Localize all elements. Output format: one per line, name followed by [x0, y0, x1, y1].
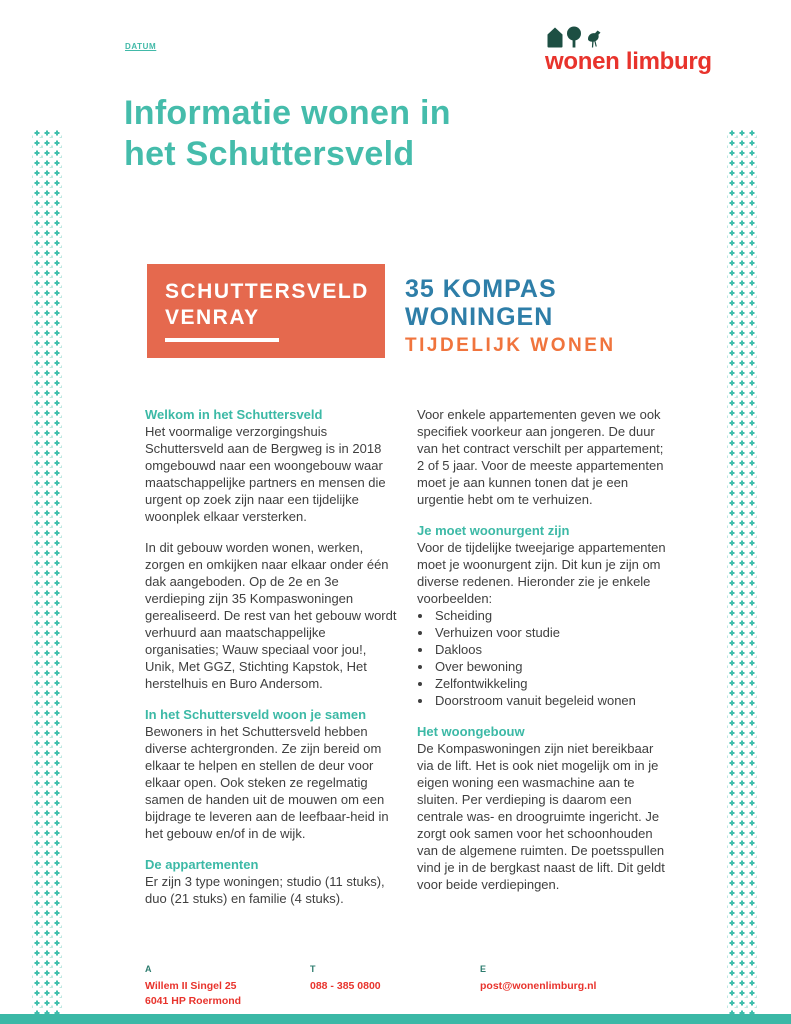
banner-right-text	[405, 264, 616, 358]
section-body: De Kompaswoningen zijn niet bereikbaar via de lift. Het is ook niet mogelijk om in je eigen woning een wasmachine aan te sluiten. Per verdieping is daarom een centrale was- en droogruimte ingericht. Je zorgt ook samen voor het schoonhouden van de algemene ruimten. De poetsspullen vind je in de bergkast naast de lift. Dit geldt voor beide verdiepingen.	[417, 741, 665, 892]
schuttersveld-venray-badge	[147, 264, 385, 358]
phone-label: T	[310, 964, 316, 974]
section-welkom	[145, 406, 399, 525]
page-title-line-1: Informatie wonen in	[124, 94, 451, 132]
section-gebouw-intro	[145, 539, 399, 692]
footer-email	[480, 964, 596, 994]
badge-text	[165, 279, 369, 331]
section-heading: Je moet woonurgent zijn	[417, 523, 570, 538]
page-title-line-2: het Schuttersveld	[124, 135, 415, 173]
logo-icons	[546, 25, 614, 49]
kompas-line-1: 35 KOMPAS	[405, 275, 557, 303]
kompas-line-2: WONINGEN	[405, 303, 554, 331]
tijdelijk-wonen-tagline: TIJDELIJK WONEN	[405, 335, 616, 356]
project-banner	[147, 264, 616, 358]
section-appartementen	[145, 856, 399, 907]
house-icon	[548, 28, 563, 48]
section-body: Voor enkele appartementen geven we ook specifiek voorkeur aan jongeren. De duur van het contract verschilt per appartement; 2 of 5 jaar. Voor de meeste appartementen moet je aan kunnen tonen dat je een urgentie hebt om te verhuizen.	[417, 407, 664, 507]
kompas-heading	[405, 275, 616, 331]
section-heading: De appartementen	[145, 857, 259, 872]
badge-underline	[165, 338, 279, 342]
bottom-accent-bar	[0, 1014, 791, 1024]
bullet-item: • Scheiding	[433, 607, 671, 624]
section-woonurgent	[417, 522, 671, 709]
bullet-list	[417, 607, 671, 709]
badge-line-1: SCHUTTERSVELD	[165, 280, 369, 303]
section-woongebouw	[417, 723, 671, 893]
address-line-1: Willem II Singel 25	[145, 980, 237, 992]
section-body: Het voormalige verzorgingshuis Schuttersveld aan de Bergweg is in 2018 omgebouwd naar een woongebouw waar maatschappelijke partners en mensen die urgent op zoek zijn naar een tijdelijke woonplek elkaar versterken.	[145, 424, 386, 524]
bullet-item: • Doorstroom vanuit begeleid wonen	[433, 692, 671, 709]
datum-label: DATUM	[125, 42, 157, 51]
phone-number: 088 - 385 0800	[310, 980, 381, 992]
dot-pattern-right	[727, 128, 757, 1014]
bullet-item: • Zelfontwikkeling	[433, 675, 671, 692]
logo-text: wonen limburg	[545, 48, 712, 75]
wonen-limburg-logo	[545, 25, 712, 74]
address-line-2: 6041 HP Roermond	[145, 995, 242, 1007]
section-body: Er zijn 3 type woningen; studio (11 stuks), duo (21 stuks) en familie (4 stuks).	[145, 874, 385, 906]
bird-icon	[588, 31, 601, 48]
address-label: A	[145, 964, 152, 974]
column-left	[145, 406, 399, 921]
bullet-item: • Verhuizen voor studie	[433, 624, 671, 641]
column-right	[417, 406, 671, 921]
section-body: Voor de tijdelijke tweejarige appartementen moet je woonurgent zijn. Dit kun je zijn om diverse redenen. Hieronder zie je enkele voorbeelden:	[417, 540, 666, 606]
section-heading: Het woongebouw	[417, 724, 525, 739]
section-voorkeur-jongeren	[417, 406, 671, 508]
section-body: In dit gebouw worden wonen, werken, zorgen en omkijken naar elkaar onder één dak aangeboden. Op de 2e en 3e verdieping zijn 35 Kompaswoningen gerealiseerd. De rest van het gebouw wordt verhuurd aan maatschappelijke organisaties; Wauw speciaal voor jou!, Unik, Met GGZ, Stichting Kapstok, Het herstelhuis en Buro Andersom.	[145, 540, 397, 691]
email-link[interactable]: post@wonenlimburg.nl	[480, 980, 597, 992]
section-heading: In het Schuttersveld woon je samen	[145, 707, 367, 722]
dot-pattern-left	[32, 128, 62, 1014]
email-label: E	[480, 964, 487, 974]
tree-icon	[567, 27, 581, 48]
footer-address	[145, 964, 241, 1009]
page-title	[124, 93, 451, 175]
footer-phone	[310, 964, 381, 994]
section-woon-je-samen	[145, 706, 399, 842]
badge-line-2: VENRAY	[165, 306, 260, 329]
section-heading: Welkom in het Schuttersveld	[145, 407, 323, 422]
body-columns	[145, 406, 672, 921]
bullet-item: • Over bewoning	[433, 658, 671, 675]
section-body: Bewoners in het Schuttersveld hebben diverse achtergronden. Ze zijn bereid om elkaar te helpen en stellen de deur voor elkaar open. Ook steken ze regelmatig samen de handen uit de mouwen om een bijdrage te leveren aan de leefbaar-heid in het gebouw en/of in de wijk.	[145, 724, 389, 841]
bullet-item: • Dakloos	[433, 641, 671, 658]
